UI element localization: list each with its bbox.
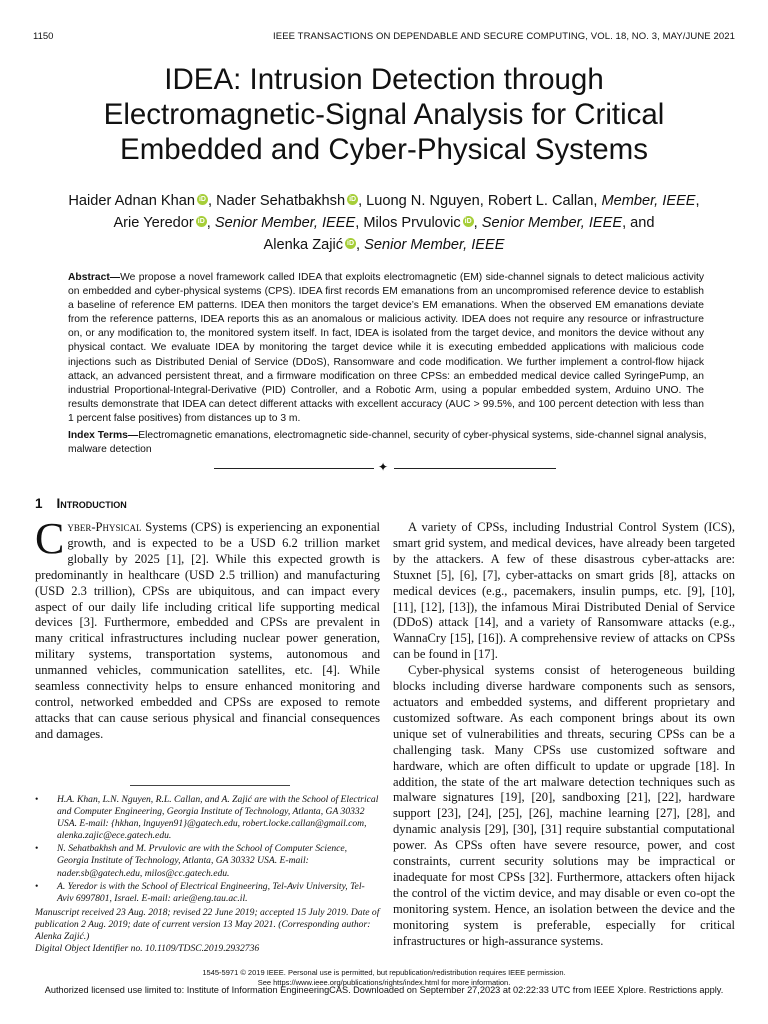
title-line: IDEA: Intrusion Detection through xyxy=(164,63,604,96)
paragraph: Cyber-physical systems consist of heterogeneous building blocks including diverse hardware components such as sensors, actuators and embedded systems, and different proprietary and customized software. As each component brings about its own unique set of vulnerabilities and threats, securing CPSs can be a challenging task. Many CPSs use customized software and hardware, which are often difficult to update or upgrade [18]. In addition, the state of the art malware detection techniques such as malware signatures [19], [20], sandboxing [21], [22], hardware support [23], [24], [25], [26], machine learning [27], [28], and dynamic analysis [29], [30], [31] require substantial computational power. As CPSs often have severe resource, power, and cost constraints, current security solutions may be impractical or inadequate for most CPSs [32]. Furthermore, attackers often hijack the control of the victim device, and may disable or even co-opt the monitoring system. Hence, an isolation between the device and the monitoring system is preferable, especially for critical infrastructures or high-assurance systems. xyxy=(393,663,735,948)
separator-rule xyxy=(394,468,556,469)
abstract-text: We propose a novel framework called IDEA that exploits electromagnetic (EM) side-channel signals to detect malicious activity on embedded and cyber-physical systems (CPS). IDEA first records EM emanations from an uncompromised reference device to establish a baseline of reference EM patterns. IDEA then monitors the target device’s EM emanations. When the observed EM emanations deviate from the reference patterns, IDEA reports this as an anomalous or malicious activity. IDEA does not require any resource or infrastructure on, or any modification to, the monitored system itself. In fact, IDEA is isolated from the target device, and monitors the device without any physical contact. We evaluate IDEA by monitoring the target device while it is executing embedded applications with malicious code injections such as Distributed Denial of Service (DDoS), Ransomware and code modification. We further implement a control-flow hijack attack, an advanced persistent threat, and a firmware modification on three CPSs: an embedded medical device called SyringePump, an industrial Proportional-Integral-Derivative (PID) Controller, and a Robotic Arm, using a popular embedded system, Arduino UNO. The results demonstrate that IDEA can detect different attacks with excellent accuracy (AUC > 99.5%, and 100 percent detection with less than 1 percent false positives) from distances up to 3 m. xyxy=(68,272,704,424)
index-terms-label: Index Terms— xyxy=(68,430,139,441)
footnote-rule xyxy=(130,785,290,786)
author-name: Nader Sehatbakhsh xyxy=(216,193,346,209)
smallcaps-lead: yber-Physical xyxy=(67,520,142,534)
title-line: Electromagnetic-Signal Analysis for Critical xyxy=(103,98,665,131)
doi: Digital Object Identifier no. 10.1109/TDSC.2019.2932736 xyxy=(35,943,260,955)
bullet-icon: • xyxy=(35,843,39,855)
footnote-text: H.A. Khan, L.N. Nguyen, R.L. Callan, and A. Zajić are with the School of Electrical and Computer Engineering, Georgia Institute of Technology, Atlanta, GA 30332 USA. E-mail: {hkhan, lnguyen91}@gatech.edu, robert.locke.callan@gmail.com, alenka.zajic@ece.gatech.edu. xyxy=(57,794,379,842)
drop-cap: C xyxy=(35,514,65,563)
index-terms-text: Electromagnetic emanations, electromagnetic side-channel, security of cyber-physical systems, side-channel signal analysis, malware detection xyxy=(68,430,707,456)
orcid-icon[interactable]: iD xyxy=(198,196,206,203)
author-list: Haider Adnan Khan iD , Nader Sehatbakhsh iD , Luong N. Nguyen, Robert L. Callan, Member, IEEE, Arie Yeredor iD , Senior Member, IEEE, Milos Prvulovic iD , Senior Member, IEEE, and Alenka Zajić iD , Senior Member, IEEE xyxy=(68,193,700,253)
orcid-icon[interactable]: iD xyxy=(349,196,357,203)
abstract xyxy=(68,271,704,426)
title-line: Embedded and Cyber-Physical Systems xyxy=(120,133,648,166)
author-role: Member, IEEE xyxy=(601,193,696,209)
author-role: Senior Member, IEEE xyxy=(481,215,623,231)
copyright-line: 1545-5971 © 2019 IEEE. Personal use is permitted, but republication/redistribution requires IEEE permission. xyxy=(202,968,566,977)
bullet-icon: • xyxy=(35,880,39,892)
index-terms xyxy=(68,429,733,457)
license-notice: Authorized licensed use limited to: Institute of Information EngineeringCAS. Downloaded on September 27,2023 at 02:22:33 UTC from IEEE Xplore. Restrictions apply. xyxy=(44,985,724,995)
left-column xyxy=(35,514,380,743)
author-name: Arie Yeredor xyxy=(113,215,194,231)
paragraph: A variety of CPSs, including Industrial Control System (ICS), smart grid system, and medical devices, have already been targeted by the attackers. A few of these disastrous cyber-attacks are: Stuxnet [5], [6], [7], cyber-attacks on smart grids [8], attacks on medical devices (e.g., pacemakers, insulin pumps, etc. [9], [10], [11], [12], [13]), the infamous Mirai Distributed Denial of Service (DDoS) attack [14], and a variety of Ransomware attacks (e.g., WannaCry [15], [16]). A comprehensive review of attacks on CPSs can be found in [17]. xyxy=(393,520,735,662)
footnote-text: N. Sehatbakhsh and M. Prvulovic are with the School of Computer Science, Georgia Institute of Technology, Atlanta, GA 30332 USA. E-mail: nader.sb@gatech.edu, milos@cc.gatech.edu. xyxy=(57,843,348,879)
section-title: Introduction xyxy=(56,496,127,511)
author-name: Alenka Zajić xyxy=(263,237,344,253)
orcid-icon[interactable]: iD xyxy=(197,218,205,225)
author-role: Senior Member, IEEE xyxy=(214,215,356,231)
page-number: 1150 xyxy=(33,31,54,42)
right-column xyxy=(393,520,735,949)
separator-diamond-icon: ✦ xyxy=(378,460,389,474)
footnote-item xyxy=(35,881,380,905)
footnote-item xyxy=(35,794,380,842)
orcid-icon[interactable]: iD xyxy=(347,240,355,247)
journal-header: IEEE TRANSACTIONS ON DEPENDABLE AND SECURE COMPUTING, VOL. 18, NO. 3, MAY/JUNE 2021 xyxy=(273,31,735,42)
separator-rule xyxy=(214,468,374,469)
author-name: Robert L. Callan xyxy=(487,193,594,209)
paragraph xyxy=(35,514,380,743)
abstract-label: Abstract— xyxy=(68,272,121,283)
paragraph-text: Systems (CPS) is experiencing an exponential growth, and is expected to be a USD 6.2 trillion market globally by 2025 [1], [2]. While this expected growth is predominantly in healthcare (USD 2.5 trillion) and manufacturing (USD 2.3 trillion), CPSs are ubiquitous, and can impact every aspect of our daily life including critical life supporting medical devices [3]. Furthermore, embedded and CPSs are prevalent in many critical infrastructures including nuclear power generation, military systems, transportation systems, autonomous and unmanned vehicles, communication satellites, etc. [4]. While seamless connectivity helps to ensure enhanced monitoring and control, networked embedded and CPSs are exposed to remote attacks that can cause serious physical and financial consequences and damages. xyxy=(35,520,380,741)
footnote-text: A. Yeredor is with the School of Electrical Engineering, Tel-Aviv University, Tel-Aviv 6997801, Israel. E-mail: arie@eng.tau.ac.il. xyxy=(57,880,365,904)
author-name: Milos Prvulovic xyxy=(363,215,461,231)
author-role: Senior Member, IEEE xyxy=(364,237,505,253)
footnotes xyxy=(35,794,380,955)
author-name: Haider Adnan Khan xyxy=(68,193,195,209)
bullet-icon: • xyxy=(35,794,39,805)
manuscript-info: Manuscript received 23 Aug. 2018; revised 22 June 2019; accepted 15 July 2019. Date of publication 2 Aug. 2019; date of current version 13 May 2021. (Corresponding author: Alenka Zajić.) xyxy=(35,906,380,943)
footnote-item xyxy=(35,843,380,879)
paper-title xyxy=(40,62,728,167)
section-number: 1 xyxy=(35,496,43,511)
orcid-icon[interactable]: iD xyxy=(464,218,472,225)
section-heading xyxy=(35,496,127,511)
author-name: Luong N. Nguyen xyxy=(366,193,480,209)
copyright-line: See https://www.ieee.org/publications/rights/index.html for more information. xyxy=(257,977,511,987)
